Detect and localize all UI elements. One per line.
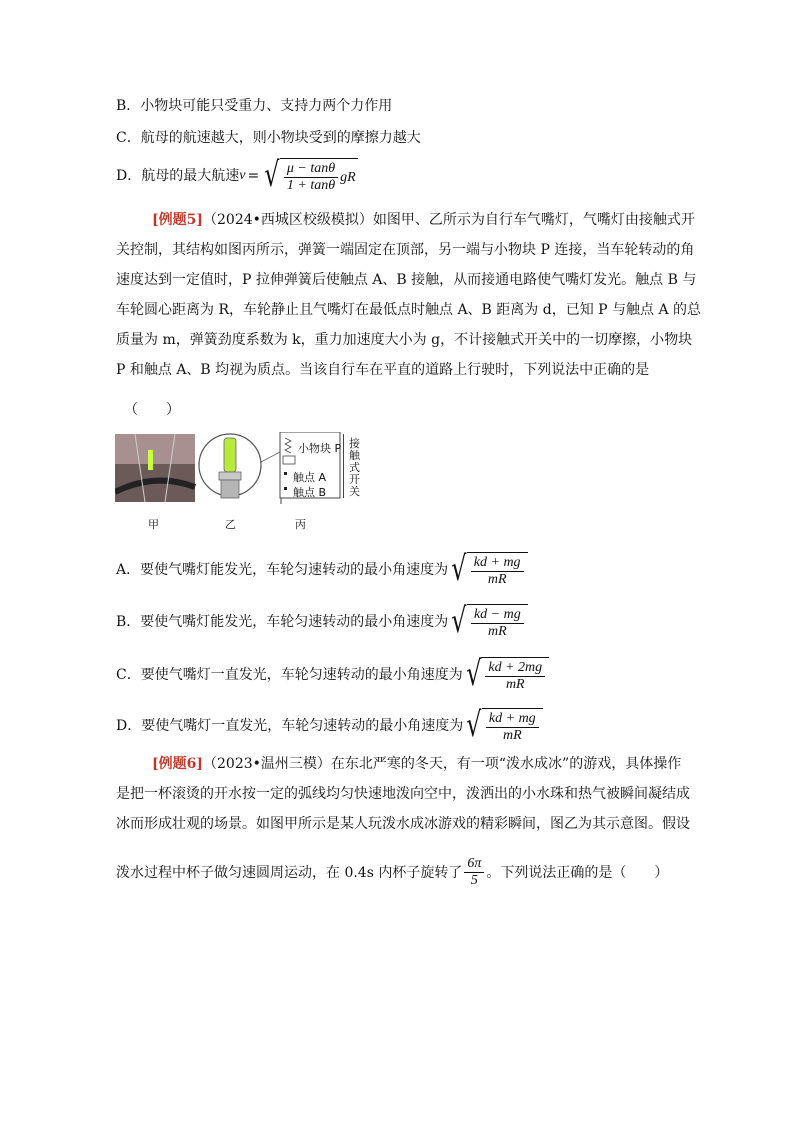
- ex6-line-3: 冰而形成壮观的场景。如图甲所示是某人玩泼水成冰游戏的精彩瞬间，图乙为其示意图。假设: [116, 816, 690, 832]
- option-b-num: kd − mg: [471, 607, 524, 624]
- ex5-line-2: 关控制，其结构如图丙所示，弹簧一端固定在顶部，另一端与小物块 P 连接，当车轮转动的角: [116, 242, 695, 258]
- label-p: 小物块 P: [298, 442, 342, 455]
- ex6-line-4: [116, 856, 668, 889]
- option-a-num: kd + mg: [471, 555, 524, 572]
- label-switch: 接触式开关: [349, 437, 360, 498]
- caption-bing: 丙: [295, 518, 306, 531]
- option-d-prefix: D．航母的最大航速: [116, 168, 240, 184]
- option-a-den: mR: [487, 572, 507, 587]
- ex5-line-4: 车轮圆心距离为 R，车轮静止且气嘴灯在最低点时触点 A、B 距离为 d，已知 P 与触点 A 的总: [116, 302, 702, 318]
- option-c-prev: C．航母的航速越大，则小物块受到的摩擦力越大: [116, 130, 421, 146]
- option-b: B．要使气嘴灯能发光，车轮匀速转动的最小角速度为 √ $\frac{kd - mg}{mR}$: [116, 604, 528, 640]
- option-d: D．要使气嘴灯一直发光，车轮匀速转动的最小角速度为 √ $\frac{kd + mg}{mR}$: [116, 708, 543, 744]
- caption-jia: 甲: [148, 518, 159, 531]
- ex5-blank: （ ）: [124, 402, 180, 418]
- ex5-line-3: 速度达到一定值时，P 拉伸弹簧后使触点 A、B 接触，从而接通电路使气嘴灯发光。触点 B 与: [116, 272, 697, 288]
- equals: =: [247, 168, 260, 184]
- ex6-last-prefix: 泼水过程中杯子做匀速圆周运动，在 0.4s 内杯子旋转了: [116, 864, 463, 881]
- ex5-tag: [例题5]: [152, 212, 203, 228]
- option-c: C．要使气嘴灯一直发光，车轮匀速转动的最小角速度为 √ $\frac{kd + 2mg}{mR}$: [116, 657, 549, 693]
- frac-num: μ − tanθ: [284, 161, 338, 178]
- option-d-prev: [116, 155, 358, 195]
- option-d-text: D．要使气嘴灯一直发光，车轮匀速转动的最小角速度为: [116, 718, 464, 734]
- label-a: 触点 A: [293, 471, 327, 484]
- label-b: 触点 B: [293, 486, 327, 499]
- ex5-line-5: 质量为 m，弹簧劲度系数为 k，重力加速度大小为 g，不计接触式开关中的一切摩擦，小物块: [116, 332, 693, 348]
- option-c-num: kd + 2mg: [485, 660, 545, 677]
- ex5-line-6: P 和触点 A、B 均视为质点。当该自行车在平直的道路上行驶时，下列说法中正确的是: [116, 362, 650, 378]
- ex5-text-1: （2024•西城区校级模拟）如图甲、乙所示为自行车气嘴灯，气嘴灯由接触式开: [203, 212, 695, 228]
- option-c-den: mR: [505, 677, 525, 692]
- option-b-prev: B．小物块可能只受重力、支持力两个力作用: [116, 98, 393, 114]
- option-a: A．要使气嘴灯能发光，车轮匀速转动的最小角速度为 √ $\frac{kd + mg}{mR}$: [116, 552, 528, 588]
- var-v: v: [239, 168, 246, 183]
- option-d-num: kd + mg: [486, 711, 539, 728]
- option-c-text: C．要使气嘴灯一直发光，车轮匀速转动的最小角速度为: [116, 667, 463, 683]
- ex6-text-1: （2023•温州三模）在东北严寒的冬天，有一项“泼水成冰”的游戏，具体操作: [203, 756, 682, 772]
- ex5-figure: [115, 432, 375, 532]
- ex6-tag: [例题6]: [152, 756, 203, 772]
- ex6-line-1: [152, 754, 681, 774]
- option-b-text: B．要使气嘴灯能发光，车轮匀速转动的最小角速度为: [116, 614, 449, 630]
- ex6-frac-den: 5: [470, 873, 478, 888]
- option-b-den: mR: [488, 624, 507, 639]
- ex6-line-2: 是把一杯滚烫的开水按一定的弧线均匀快速地泼向空中，泼洒出的小水珠和热气被瞬间凝结成: [116, 786, 690, 802]
- sqrt-expression: √ $\frac{\mu - \tan\theta}{1 + \tan\theta}$ gR: [264, 155, 356, 195]
- option-d-den: mR: [502, 728, 522, 743]
- caption-yi: 乙: [225, 518, 236, 531]
- ex6-last-suffix: 。下列说法正确的是（ ）: [486, 864, 669, 881]
- option-a-text: A．要使气嘴灯能发光，车轮匀速转动的最小角速度为: [116, 562, 449, 578]
- frac-den: 1 + tanθ: [286, 178, 336, 193]
- gR: gR: [340, 169, 356, 185]
- ex5-line-1: [152, 210, 695, 230]
- ex6-frac-num: 6π: [464, 856, 484, 873]
